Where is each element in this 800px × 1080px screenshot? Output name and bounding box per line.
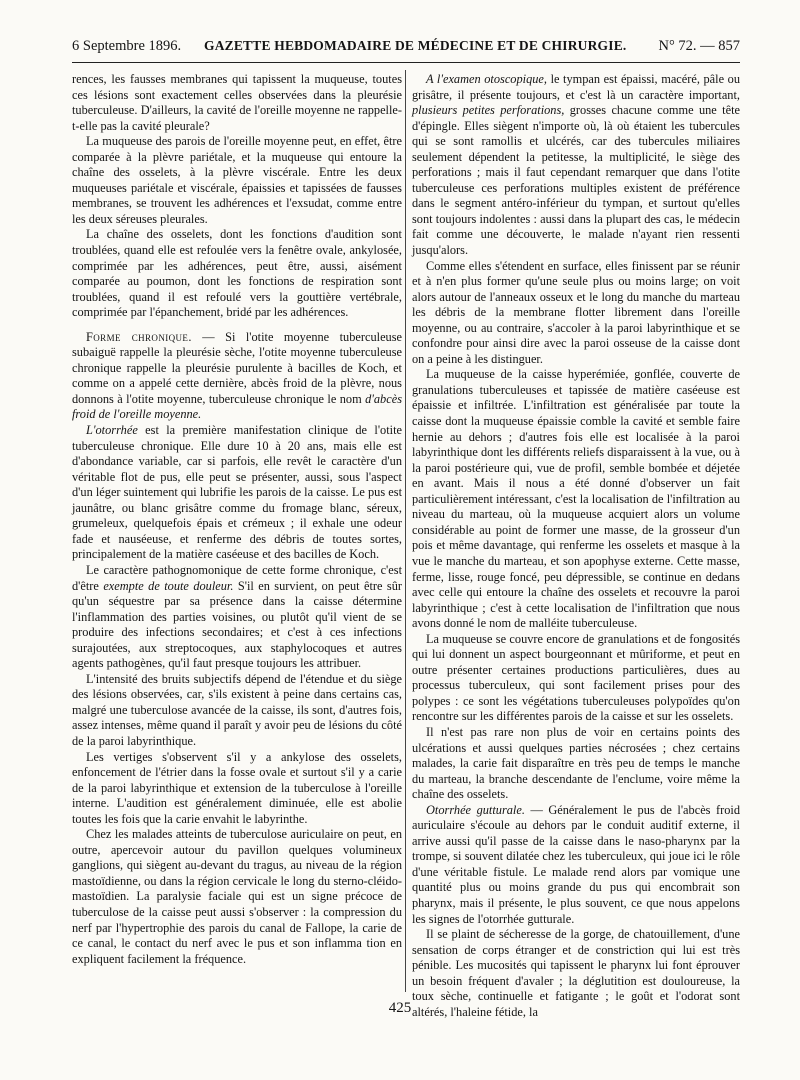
- paragraph: [72, 423, 402, 563]
- header-rule: [72, 62, 740, 63]
- paragraph: rences, les fausses membranes qui tapissent la muqueuse, toutes ces lésions sont exactement celles observées dans la pleurésie tuberculeuse. D'ailleurs, la cavité de l'oreille moyenne ne rappelle-t-elle pas la cavité pleurale?: [72, 72, 402, 133]
- column-divider: [405, 70, 406, 992]
- paragraph-italic: exempte de toute douleur.: [103, 578, 234, 593]
- running-header: [72, 38, 740, 60]
- issue-number-page: N° 72. — 857: [658, 38, 740, 54]
- right-column: [412, 72, 740, 1020]
- page-folio: 425: [388, 1000, 412, 1016]
- paragraph: La muqueuse des parois de l'oreille moyenne peut, en effet, être comparée à la plèvre pariétale, et la muqueuse qui entoure la chaîne des osselets, à la plèvre viscérale. Entre les deux muqueuses pariétale et viscérale, épaissies et tapissées de fausses membranes, se trouvent les adhérences et l'exsudat, comme entre les deux séreuses pleurales.: [72, 134, 402, 226]
- paragraph-text: S'il en survient, on peut être sûr qu'un séquestre par sa présence dans la caisse détermine l'inflammation des parties voisines, ou plutôt qu'il vient de se produire des infections secondaires; et c'est à ces infections surajoutées, aux streptocoques, aux staphylocoques et autres agents pathogènes, qu'il faut presque toujours les attribuer.: [72, 578, 403, 671]
- paragraph: L'intensité des bruits subjectifs dépend de l'étendue et du siège des lésions observées, car, s'ils existent à peine dans certains cas, malgré une tuberculose avancée de la caisse, ils sont, d'autres fois, assez intenses, même quand il paraît y avoir peu de lésions du côté de la paroi labyrinthique.: [72, 671, 402, 748]
- paragraph-text: Le caractère pathognomonique de cette forme chronique, c'est d'être: [72, 562, 402, 593]
- paragraph: La chaîne des osselets, dont les fonctions d'audition sont troublées, quand elle est refoulée vers la fenêtre ovale, ankylosée, comprimée par les adhérences, peut être, aussi, aisément comparée au poumon, dont les fonctions de respiration sont troublées, quand il est refoulé vers la gouttière vertébrale, comprimée par l'épanchement, bridé par les adhérences.: [72, 227, 402, 320]
- paragraph: Chez les malades atteints de tuberculose auriculaire on peut, en outre, apercevoir autour du pavillon quelques volumineux ganglions, qui siègent au-devant du tragus, au niveau de la région mastoïdienne, ou dans la région cervicale le long du sterno-cléido-mastoïdien. La paralysie faciale qui est un signe précoce de tuberculose de la caisse peut aussi s'observer : la compression du nerf par l'hypertrophie des parois du canal de Fallope, la carie de ce canal, le contact du nerf avec le pus et son inflamma tion en expliquent facilement la fréquence.: [72, 827, 402, 966]
- paragraph: [72, 330, 402, 423]
- paragraph-italic: Otorrhée gutturale.: [426, 802, 525, 817]
- paragraph: [72, 563, 402, 672]
- paragraph-text: est la première manifestation clinique de l'otite tuberculeuse chronique. Elle dure 10 à 20 ans, mais elle est d'abondance variable, car si parfois, elle revêt le caractère d'un véritable flot de pus, elle peut se présenter, aussi, sous l'aspect d'un léger suintement qui lubrifie les parois de la caisse. Le pus est jaunâtre, ou blanc grisâtre comme du fromage blanc, séreux, grumeleux, quelquefois épais et crémeux ; il exhale une odeur fade et nauséeuse, et renferme des débris de toutes sortes, principalement de la matière caséeuse et des bacilles de Koch.: [72, 423, 402, 562]
- paragraph: [412, 803, 740, 927]
- paragraph: [412, 72, 740, 259]
- paragraph-text: — Généralement le pus de l'abcès froid auriculaire s'écoule au dehors par le conduit auditif externe, il arrive aussi qu'il passe de la caisse dans le naso-pharynx par la trompe, si souvent dilatée chez les tuberculeux, qui joue ici le rôle d'une véritable fistule. Le malade rend alors par vomique une quantité plus ou moins grande du pus qui encombrait son pharynx, mais il présente, le plus souvent, ce que nous appelons les signes de l'otorrhée gutturale.: [412, 802, 741, 926]
- paragraph-italic: L'otorrhée: [86, 423, 138, 438]
- paragraph-italic: d'abcès froid de l'oreille moyenne.: [72, 391, 402, 422]
- paragraph-text: grosses chacune comme une tête d'épingle. Elles siègent n'importe où, là où étaient les tubercules qui se sont ramollis et ulcérés, car des tubercules miliaires seulement dépendent la petitesse, la multiplicité, le siège des perforations ; mais il faut cependant remarquer que dans l'otite tuberculeuse ces perforations multiples existent de préférence dans le segment antéro-inférieur du tympan, et surtout qu'elles sont toujours indolentes : aussi dans la plupart des cas, le médecin fait comme une découverte, le malade n'ayant rien ressenti jusqu'alors.: [412, 103, 740, 258]
- paragraph-italic: A l'examen otoscopique,: [426, 72, 547, 86]
- section-label: Forme chronique.: [86, 329, 192, 344]
- paragraph-text: — Si l'otite moyenne tuberculeuse subaiguë rappelle la pleurésie sèche, l'otite moyenne tuberculeuse chronique rappelle la pleurésie purulente à bacilles de Koch, et comme on a appelé cette dernière, abcès froid de la plèvre, nous donnons à l'otite moyenne, tuberculeuse chronique le nom: [72, 329, 402, 406]
- paragraph-text: le tympan est épaissi, macéré, pâle ou grisâtre, il présente toujours, et c'est là un caractère important,: [412, 72, 740, 102]
- paragraph: Comme elles s'étendent en surface, elles finissent par se réunir et à n'en plus former qu'une seule plus ou moins large; on voit alors autour de l'anneaux osseux et le long du manche du marteau les débris de la membrane flotter librement dans l'oreille moyenne, ou au contraire, s'accoler à la paroi labyrinthique et se confondre pour ainsi dire avec la paroi osseuse de la caisse dont on a peine à les distinguer.: [412, 258, 740, 366]
- paragraph-italic: plusieurs petites perforations,: [412, 103, 565, 118]
- paragraph: Il n'est pas rare non plus de voir en certains points des ulcérations et aussi quelques parties nécrosées ; chez certains malades, la carie fait disparaître en très peu de temps le manche du marteau, la branche descendante de l'enclume, voire même la chaîne des osselets.: [412, 724, 740, 802]
- paragraph: Les vertiges s'observent s'il y a ankylose des osselets, enfoncement de l'étrier dans la fosse ovale et surtout s'il y a carie de la paroi labyrinthique et extension de la tuberculose à l'oreille interne. L'audition est généralement diminuée, elle est abolie toutes les fois que la carie envahit le labyrinthe.: [72, 749, 402, 826]
- paragraph: La muqueuse se couvre encore de granulations et de fongosités qui lui donnent un aspect bourgeonnant et mûriforme, et peut en outre présenter certaines productions particulières, dues au processus tuberculeux, qui sont facilement prises pour des polypes : ce sont les végétations tuberculeuses polypoïdes qu'on rencontre sur les différentes parois de la caisse et sur les osselets.: [412, 631, 740, 724]
- paragraph: Il se plaint de sécheresse de la gorge, de chatouillement, d'une sensation de corps étranger et de constriction qui lui est très pénible. Les mucosités qui tapissent le pharynx lui font éprouver un besoin fréquent d'avaler ; la déglutition est douloureuse, la toux sèche, continuelle et fatigante ; le goût et l'odorat sont altérés, l'haleine fétide, la: [412, 927, 740, 1019]
- issue-date: 6 Septembre 1896.: [72, 38, 182, 54]
- left-column: [72, 72, 402, 967]
- journal-title: GAZETTE HEBDOMADAIRE DE MÉDECINE ET DE CHIRURGIE.: [204, 38, 627, 53]
- paragraph: La muqueuse de la caisse hyperémiée, gonflée, couverte de granulations tuberculeuses et tapissée de matière caséeuse est épaissie et infiltrée. L'infiltration est généralisée par toute la caisse dont la muqueuse épaissie comble la cavité et semble faire hernie au dehors ; d'autres fois elle est localisée à la paroi labyrinthique dont les différents reliefs disparaissent à la vue, ou à la paroi postérieure qui, vue de profil, semble bombée et déjetée en avant. Mais il nous a été donné d'observer un fait particulièrement intéressant, c'est la localisation de l'infiltration au niveau du marteau, où la muqueuse acquiert alors un volume considérable au point de former une masse, de la grosseur d'un pois et même davantage, qui renferme les osselets et masque à la vue le manche du marteau, et son apophyse externe. Cette masse, ferme, lisse, rouge foncé, peu dépressible, se continue en dedans avec celle qui entoure la chaîne des osselets et recouvre la paroi labyrinthique ; c'est à cette localisation de l'infiltration que nous avons donné le nom de malléite tuberculeuse.: [412, 367, 740, 631]
